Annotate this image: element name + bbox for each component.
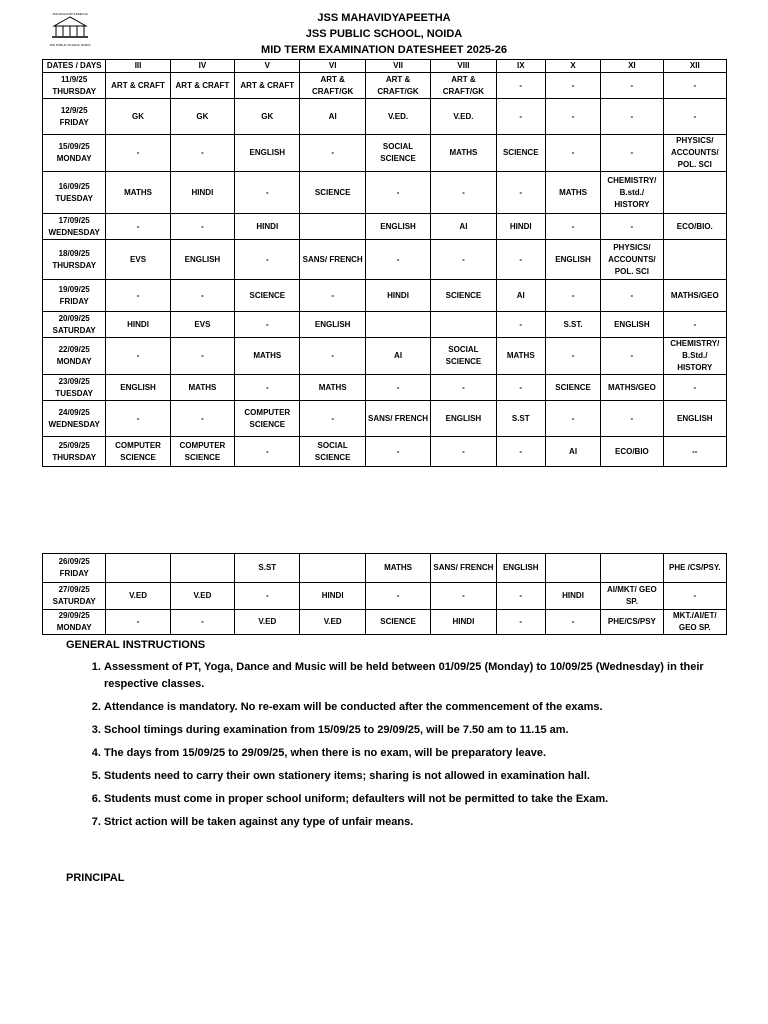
subject-cell: SCIENCE xyxy=(235,280,300,312)
subject-cell: S.ST xyxy=(496,401,545,437)
subject-cell: HINDI xyxy=(431,610,496,635)
subject-cell: EVS xyxy=(170,312,234,338)
subject-cell: CHEMISTRY/ B.std./ HISTORY xyxy=(601,172,663,214)
subject-cell xyxy=(106,554,170,583)
date-cell xyxy=(43,338,106,375)
subject-cell: - xyxy=(300,401,365,437)
subject-cell: SCIENCE xyxy=(496,135,545,172)
table-row xyxy=(43,375,727,401)
subject-cell: COMPUTER SCIENCE xyxy=(106,437,170,467)
subject-cell: - xyxy=(496,240,545,280)
subject-cell: COMPUTER SCIENCE xyxy=(235,401,300,437)
instructions-list xyxy=(66,659,726,831)
subject-cell: - xyxy=(170,135,234,172)
instruction-item: 6. Students must come in proper school uniform; defaulters will not be permitted to take the Exam. xyxy=(104,791,726,808)
subject-cell xyxy=(431,312,496,338)
subject-cell: MATHS/GEO xyxy=(663,280,726,312)
subject-cell: ENGLISH xyxy=(106,375,170,401)
date-cell xyxy=(43,214,106,240)
exam-date: 12/9/25 xyxy=(60,105,88,115)
table-row xyxy=(43,437,727,467)
subject-cell: ECO/BIO. xyxy=(663,214,726,240)
instruction-item: 1. Assessment of PT, Yoga, Dance and Music will be held between 01/09/25 (Monday) to 10/09/25 (Wednesday) in their respective classes. xyxy=(104,659,726,693)
header-line-3: MID TERM EXAMINATION DATESHEET 2025-26 xyxy=(261,44,507,56)
datesheet-table-1 xyxy=(42,59,727,467)
subject-cell: - xyxy=(106,135,170,172)
subject-cell: AI xyxy=(431,214,496,240)
subject-cell: - xyxy=(496,312,545,338)
header-class: VI xyxy=(300,60,365,73)
table-row xyxy=(43,610,727,635)
subject-cell: - xyxy=(106,214,170,240)
subject-cell: HINDI xyxy=(235,214,300,240)
subject-cell: V.ED xyxy=(300,610,365,635)
subject-cell xyxy=(663,172,726,214)
exam-date: 22/09/25 xyxy=(58,345,90,354)
subject-cell: - xyxy=(300,338,365,375)
subject-cell: ENGLISH xyxy=(300,312,365,338)
exam-day: TUESDAY xyxy=(55,388,93,398)
date-cell xyxy=(43,375,106,401)
subject-cell: SCIENCE xyxy=(300,172,365,214)
subject-cell: - xyxy=(601,401,663,437)
subject-cell: ECO/BIO xyxy=(601,437,663,467)
table-row xyxy=(43,99,727,135)
header-class: V xyxy=(235,60,300,73)
subject-cell: - xyxy=(431,437,496,467)
exam-day: FRIDAY xyxy=(59,569,89,578)
subject-cell: GK xyxy=(106,99,170,135)
subject-cell: - xyxy=(235,375,300,401)
exam-date: 26/09/25 xyxy=(58,557,90,566)
subject-cell: PHYSICS/ ACCOUNTS/ POL. SCI xyxy=(663,135,726,172)
date-cell xyxy=(43,401,106,437)
exam-day: FRIDAY xyxy=(59,117,89,127)
exam-day: WEDNESDAY xyxy=(48,227,100,237)
table-row xyxy=(43,312,727,338)
subject-cell: - xyxy=(300,280,365,312)
table-row xyxy=(43,583,727,610)
subject-cell: - xyxy=(170,280,234,312)
principal-signature: PRINCIPAL xyxy=(66,872,125,884)
subject-cell: ENGLISH xyxy=(170,240,234,280)
subject-cell: - xyxy=(106,280,170,312)
table-row xyxy=(43,240,727,280)
subject-cell: MATHS/GEO xyxy=(601,375,663,401)
header-class: VIII xyxy=(431,60,496,73)
exam-date: 27/09/25 xyxy=(58,585,90,594)
subject-cell: SANS/ FRENCH xyxy=(431,554,496,583)
exam-day: THURSDAY xyxy=(52,452,97,462)
date-cell xyxy=(43,73,106,99)
subject-cell: ART & CRAFT/GK xyxy=(431,73,496,99)
instruction-item: 3. School timings during examination from 15/09/25 to 29/09/25, will be 7.50 am to 11.15 am. xyxy=(104,722,726,739)
subject-cell: - xyxy=(235,240,300,280)
date-cell xyxy=(43,554,106,583)
subject-cell: - xyxy=(235,437,300,467)
subject-cell: - xyxy=(601,99,663,135)
subject-cell: ART & CRAFT/GK xyxy=(300,73,365,99)
subject-cell: - xyxy=(496,172,545,214)
subject-cell: - xyxy=(496,610,545,635)
subject-cell: V.ED xyxy=(106,583,170,610)
exam-date: 11/9/25 xyxy=(61,74,88,84)
exam-date: 16/09/25 xyxy=(58,181,90,191)
subject-cell: - xyxy=(300,135,365,172)
subject-cell: HINDI xyxy=(496,214,545,240)
subject-cell: - xyxy=(663,583,726,610)
subject-cell: V.ED xyxy=(170,583,234,610)
exam-date: 23/09/25 xyxy=(58,376,90,386)
instructions-title: GENERAL INSTRUCTIONS xyxy=(66,639,206,651)
exam-date: 25/09/25 xyxy=(58,440,90,450)
header-class: XII xyxy=(663,60,726,73)
table-row xyxy=(43,135,727,172)
subject-cell: - xyxy=(235,172,300,214)
subject-cell: GK xyxy=(170,99,234,135)
header-class: III xyxy=(106,60,170,73)
subject-cell: - xyxy=(545,280,600,312)
subject-cell: -- xyxy=(663,437,726,467)
table-row xyxy=(43,73,727,99)
subject-cell: S.ST xyxy=(235,554,300,583)
subject-cell: - xyxy=(365,172,430,214)
subject-cell: ART & CRAFT xyxy=(170,73,234,99)
subject-cell: ENGLISH xyxy=(431,401,496,437)
subject-cell: - xyxy=(545,214,600,240)
table-row xyxy=(43,214,727,240)
subject-cell: - xyxy=(545,99,600,135)
exam-date: 24/09/25 xyxy=(58,407,90,417)
subject-cell: SCIENCE xyxy=(365,610,430,635)
subject-cell xyxy=(365,312,430,338)
header-class: IV xyxy=(170,60,234,73)
subject-cell: AI xyxy=(496,280,545,312)
exam-day: MONDAY xyxy=(56,623,92,632)
exam-date: 20/09/25 xyxy=(58,313,90,323)
subject-cell: - xyxy=(496,437,545,467)
subject-cell: SOCIAL SCIENCE xyxy=(300,437,365,467)
table-header-row xyxy=(43,60,727,73)
subject-cell: - xyxy=(365,240,430,280)
header-class: X xyxy=(545,60,600,73)
subject-cell: EVS xyxy=(106,240,170,280)
date-cell xyxy=(43,172,106,214)
subject-cell xyxy=(300,554,365,583)
date-cell xyxy=(43,437,106,467)
subject-cell xyxy=(663,240,726,280)
subject-cell: - xyxy=(431,375,496,401)
subject-cell: ENGLISH xyxy=(545,240,600,280)
subject-cell: - xyxy=(431,240,496,280)
subject-cell: - xyxy=(601,280,663,312)
subject-cell: - xyxy=(106,338,170,375)
header-line-1: JSS MAHAVIDYAPEETHA xyxy=(317,12,451,24)
date-cell xyxy=(43,280,106,312)
date-cell xyxy=(43,312,106,338)
subject-cell: SCIENCE xyxy=(431,280,496,312)
table-row xyxy=(43,172,727,214)
subject-cell: AI xyxy=(545,437,600,467)
subject-cell: ENGLISH xyxy=(496,554,545,583)
exam-date: 19/09/25 xyxy=(58,284,90,294)
subject-cell: SANS/ FRENCH xyxy=(300,240,365,280)
exam-day: MONDAY xyxy=(56,357,92,366)
date-cell xyxy=(43,240,106,280)
date-cell xyxy=(43,610,106,635)
subject-cell: MATHS xyxy=(496,338,545,375)
subject-cell: PHYSICS/ ACCOUNTS/ POL. SCI xyxy=(601,240,663,280)
subject-cell: - xyxy=(545,73,600,99)
subject-cell: ENGLISH xyxy=(601,312,663,338)
subject-cell: - xyxy=(365,375,430,401)
instruction-item: 5. Students need to carry their own stationery items; sharing is not allowed in examination hall. xyxy=(104,768,726,785)
subject-cell: MATHS xyxy=(431,135,496,172)
table-row xyxy=(43,554,727,583)
header-dates-days: DATES / DAYS xyxy=(43,60,106,73)
subject-cell xyxy=(601,554,663,583)
exam-day: WEDNESDAY xyxy=(48,419,100,429)
subject-cell: - xyxy=(601,214,663,240)
subject-cell: - xyxy=(365,583,430,610)
logo-top-text: JSS MAHAVIDYAPEETHA xyxy=(52,12,88,16)
subject-cell: MKT./AI/ET/ GEO SP. xyxy=(663,610,726,635)
subject-cell: HINDI xyxy=(170,172,234,214)
subject-cell: ENGLISH xyxy=(365,214,430,240)
header-class: XI xyxy=(601,60,663,73)
logo-bottom-text: JSS PUBLIC SCHOOL NOIDA xyxy=(49,43,91,47)
subject-cell xyxy=(545,554,600,583)
subject-cell: - xyxy=(235,312,300,338)
instruction-item: 4. The days from 15/09/25 to 29/09/25, when there is no exam, will be preparatory leave. xyxy=(104,745,726,762)
header-line-2: JSS PUBLIC SCHOOL, NOIDA xyxy=(305,28,463,40)
date-cell xyxy=(43,583,106,610)
subject-cell: MATHS xyxy=(170,375,234,401)
exam-date: 15/09/25 xyxy=(58,142,90,151)
subject-cell: ENGLISH xyxy=(235,135,300,172)
subject-cell: ART & CRAFT/GK xyxy=(365,73,430,99)
instruction-item: 7. Strict action will be taken against any type of unfair means. xyxy=(104,814,726,831)
table-row xyxy=(43,401,727,437)
subject-cell: SANS/ FRENCH xyxy=(365,401,430,437)
exam-date: 17/09/25 xyxy=(58,215,90,225)
subject-cell: GK xyxy=(235,99,300,135)
exam-day: THURSDAY xyxy=(52,86,97,96)
subject-cell: S.ST. xyxy=(545,312,600,338)
instruction-item: 2. Attendance is mandatory. No re-exam will be conducted after the commencement of the exams. xyxy=(104,699,726,716)
general-instructions xyxy=(66,637,726,837)
subject-cell: HINDI xyxy=(365,280,430,312)
datesheet-table-2 xyxy=(42,553,727,635)
subject-cell: AI xyxy=(300,99,365,135)
subject-cell: - xyxy=(496,583,545,610)
exam-day: SATURDAY xyxy=(52,325,96,335)
subject-cell: - xyxy=(170,610,234,635)
subject-cell: - xyxy=(496,99,545,135)
date-cell xyxy=(43,99,106,135)
subject-cell: SOCIAL SCIENCE xyxy=(431,338,496,375)
subject-cell: MATHS xyxy=(365,554,430,583)
subject-cell: - xyxy=(431,172,496,214)
subject-cell: AI/MKT/ GEO SP. xyxy=(601,583,663,610)
subject-cell: - xyxy=(545,338,600,375)
subject-cell: - xyxy=(106,401,170,437)
exam-day: SATURDAY xyxy=(52,597,96,606)
subject-cell: - xyxy=(545,135,600,172)
subject-cell: HINDI xyxy=(545,583,600,610)
subject-cell: - xyxy=(663,375,726,401)
subject-cell: V.ED xyxy=(235,610,300,635)
exam-day: FRIDAY xyxy=(59,296,89,306)
subject-cell: HINDI xyxy=(106,312,170,338)
exam-date: 29/09/25 xyxy=(58,611,90,620)
subject-cell: - xyxy=(663,312,726,338)
subject-cell: CHEMISTRY/ B.Std./ HISTORY xyxy=(663,338,726,375)
subject-cell: PHE /CS/PSY. xyxy=(663,554,726,583)
subject-cell: V.ED. xyxy=(365,99,430,135)
exam-day: MONDAY xyxy=(56,154,92,163)
header-class: VII xyxy=(365,60,430,73)
subject-cell: - xyxy=(170,401,234,437)
subject-cell: - xyxy=(496,73,545,99)
subject-cell: - xyxy=(496,375,545,401)
subject-cell: MATHS xyxy=(106,172,170,214)
subject-cell xyxy=(300,214,365,240)
header-class: IX xyxy=(496,60,545,73)
subject-cell: - xyxy=(663,73,726,99)
subject-cell: MATHS xyxy=(300,375,365,401)
table-row xyxy=(43,280,727,312)
exam-date: 18/09/25 xyxy=(58,248,90,258)
table-row xyxy=(43,338,727,375)
subject-cell: ART & CRAFT xyxy=(106,73,170,99)
datesheet-header xyxy=(0,10,768,58)
subject-cell: - xyxy=(601,135,663,172)
subject-cell: ENGLISH xyxy=(663,401,726,437)
subject-cell: PHE/CS/PSY xyxy=(601,610,663,635)
subject-cell: SCIENCE xyxy=(545,375,600,401)
date-cell xyxy=(43,135,106,172)
subject-cell: - xyxy=(365,437,430,467)
subject-cell: - xyxy=(106,610,170,635)
subject-cell xyxy=(170,554,234,583)
subject-cell: - xyxy=(235,583,300,610)
subject-cell: AI xyxy=(365,338,430,375)
subject-cell: - xyxy=(601,73,663,99)
subject-cell: - xyxy=(545,610,600,635)
subject-cell: ART & CRAFT xyxy=(235,73,300,99)
subject-cell: HINDI xyxy=(300,583,365,610)
exam-day: THURSDAY xyxy=(52,260,97,270)
subject-cell: - xyxy=(170,214,234,240)
subject-cell: - xyxy=(601,338,663,375)
subject-cell: COMPUTER SCIENCE xyxy=(170,437,234,467)
subject-cell: - xyxy=(545,401,600,437)
subject-cell: - xyxy=(431,583,496,610)
subject-cell: - xyxy=(663,99,726,135)
exam-day: TUESDAY xyxy=(55,193,93,203)
subject-cell: V.ED. xyxy=(431,99,496,135)
subject-cell: - xyxy=(170,338,234,375)
subject-cell: SOCIAL SCIENCE xyxy=(365,135,430,172)
subject-cell: MATHS xyxy=(545,172,600,214)
subject-cell: MATHS xyxy=(235,338,300,375)
